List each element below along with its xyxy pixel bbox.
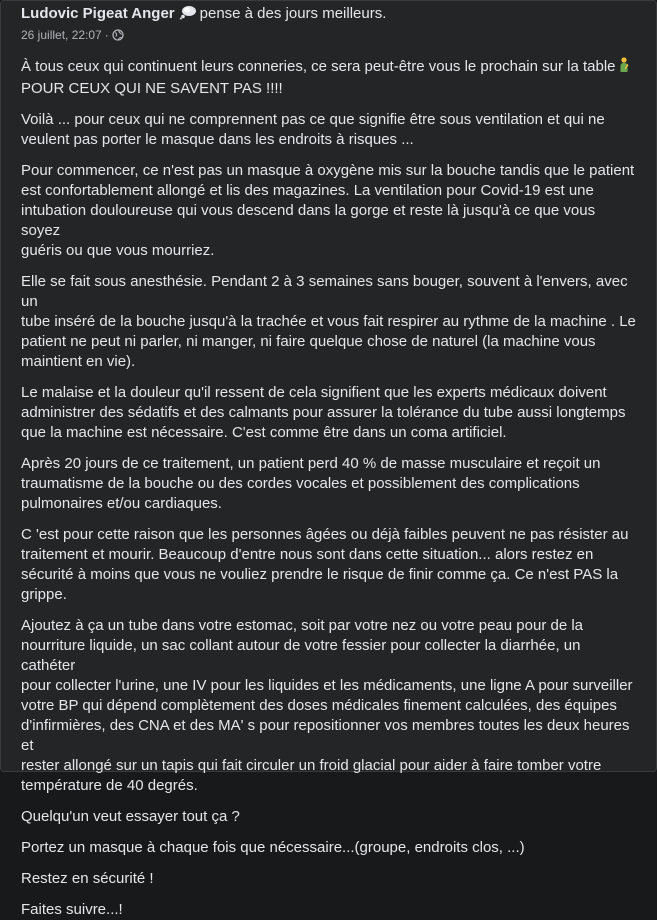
meta-separator: ·	[104, 28, 109, 42]
post-paragraph: Portez un masque à chaque fois que nécessaire...(groupe, endroits clos, ...)	[21, 839, 525, 856]
post-paragraph: Après 20 jours de ce traitement, un patient perd 40 % de masse musculaire et reçoit un traumatisme de la bouche ou des cordes vocales et possiblement des complications pulmonaires et/ou cardiaques.	[21, 455, 601, 512]
paragraph-text: POUR CEUX QUI NE SAVENT PAS !!!!	[21, 80, 283, 97]
post-paragraph: Faites suivre...!	[21, 901, 123, 918]
post-paragraph: Quelqu'un veut essayer tout ça ?	[21, 808, 240, 825]
post-paragraph: Restez en sécurité !	[21, 870, 154, 887]
post-paragraph: Voilà ... pour ceux qui ne comprennent pas ce que signifie être sous ventilation et qui ne veulent pas porter le masque dans les endroits à risques ...	[21, 111, 605, 148]
praying-person-icon	[618, 57, 632, 79]
post-body	[21, 57, 636, 920]
post-paragraph: Ajoutez à ça un tube dans votre estomac, soit par votre nez ou votre peau pour de la nourriture liquide, un sac collant autour de votre fessier pour collecter la diarrhée, un cathéter pour collecter l'urine, une IV pour les liquides et les médicaments, une ligne A pour surveiller votre BP qui dépend complètement des doses médicales finement calculées, des équipes d'infirmières, des CNA et des MA' s pour repositionner vos membres toutes les deux heures et rester allongé sur un tapis qui fait circuler un froid glacial pour aider à faire tomber votre température de 40 degrés.	[21, 617, 633, 794]
post-paragraph	[21, 57, 636, 99]
post-paragraph: Pour commencer, ce n'est pas un masque à oxygène mis sur la bouche tandis que le patient est confortablement allongé et lis des magazines. La ventilation pour Covid-19 est une intubation douloureuse qui vous descend dans la gorge et reste là jusqu'à ce que vous soyez guéris ou que vous mourriez.	[21, 162, 635, 259]
post-paragraph: Elle se fait sous anesthésie. Pendant 2 à 3 semaines sans bouger, souvent à l'envers, avec un tube inséré de la bouche jusqu'à la trachée et vous fait respirer au rythme de la machine . Le patient ne peut ni parler, ni manger, ni faire quelque chose de naturel (la machine vous maintient en vie).	[21, 273, 636, 370]
post-paragraph: C 'est pour cette raison que les personnes âgées ou déjà faibles peuvent ne pas résister au traitement et mourir. Beaucoup d'entre nous sont dans cette situation... alors restez en sécurité à moins que vous ne vouliez prendre le risque de finir comme ça. Ce n'est PAS la grippe.	[21, 526, 629, 603]
thought-bubble-icon	[179, 5, 197, 26]
paragraph-text: À tous ceux qui continuent leurs conneries, ce sera peut-être vous le prochain sur la table	[21, 58, 616, 75]
globe-icon[interactable]	[112, 29, 124, 45]
activity-text: pense à des jours meilleurs.	[199, 5, 387, 22]
post-timestamp-link[interactable]: 26 juillet, 22:07	[21, 28, 102, 42]
post-paragraph: Le malaise et la douleur qu'il ressent de cela signifient que les experts médicaux doivent administrer des sédatifs et des calmants pour assurer la tolérance du tube aussi longtemps que la machine est nécessaire. C'est comme être dans un coma artificiel.	[21, 384, 626, 441]
author-name-link[interactable]: Ludovic Pigeat Anger	[21, 5, 175, 22]
post-header	[21, 4, 636, 26]
post-meta	[21, 27, 636, 45]
